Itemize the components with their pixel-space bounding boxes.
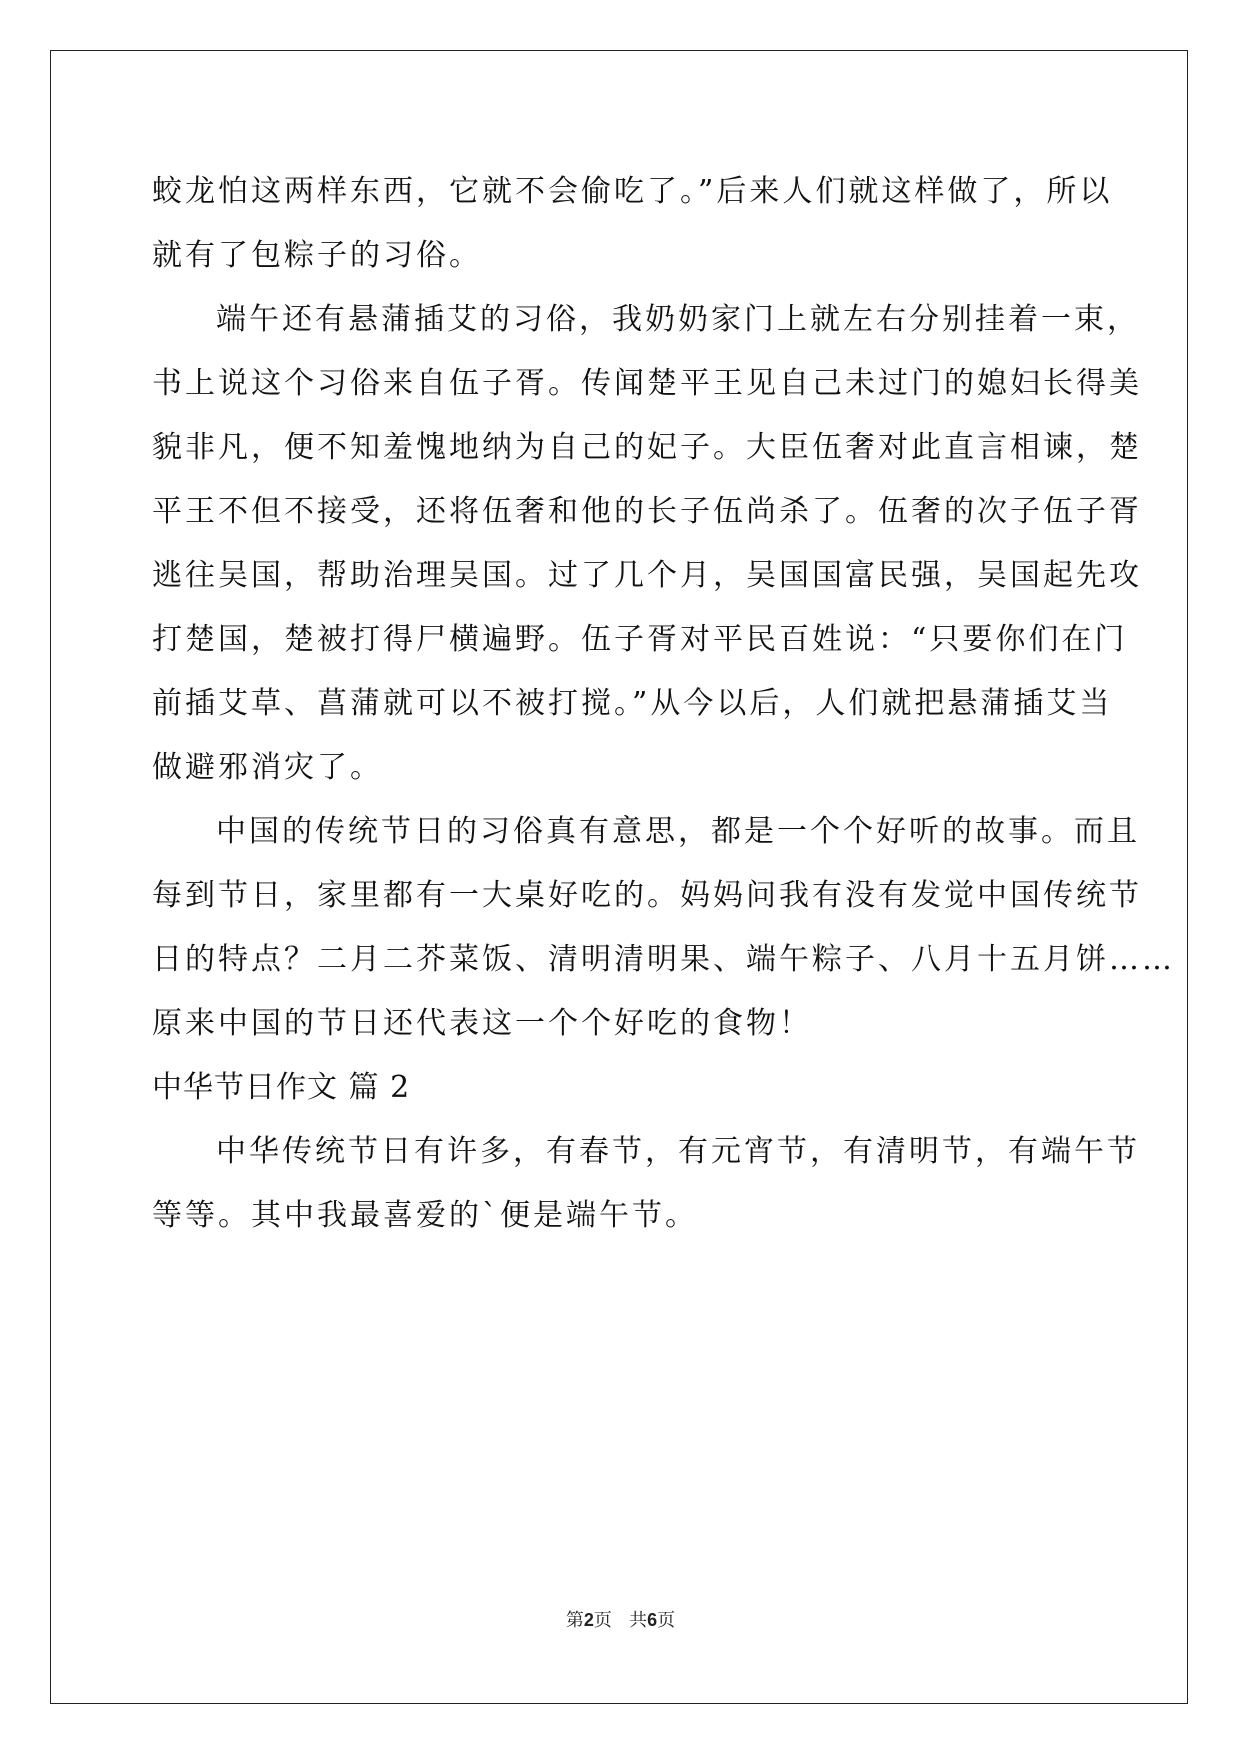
text-line: 打楚国，楚被打得尸横遍野。伍子胥对平民百姓说：“只要你们在门 — [152, 622, 1128, 657]
text-line: 日的特点？二月二芥菜饭、清明清明果、端午粽子、八月十五月饼…… — [152, 942, 1175, 977]
total-suffix: 页 — [657, 1610, 676, 1631]
text-line: 做避邪消灾了。 — [152, 750, 383, 785]
total-pages: 6 — [647, 1610, 658, 1630]
text-line: 书上说这个习俗来自伍子胥。传闻楚平王见自己未过门的媳妇长得美 — [152, 366, 1142, 401]
paragraph-start: 中国的传统节日的习俗真有意思，都是一个个好听的故事。而且 — [216, 814, 1140, 849]
text-line: 前插艾草、菖蒲就可以不被打搅。”从今以后，人们就把悬蒲插艾当 — [152, 686, 1113, 721]
page-footer — [0, 1606, 1241, 1632]
total-prefix: 共 — [629, 1610, 648, 1631]
text-line: 就有了包粽子的习俗。 — [152, 238, 482, 273]
paragraph-start: 端午还有悬蒲插艾的习俗，我奶奶家门上就左右分别挂着一束， — [216, 302, 1140, 337]
text-line: 平王不但不接受，还将伍奢和他的长子伍尚杀了。伍奢的次子伍子胥 — [152, 494, 1142, 529]
page-prefix: 第 — [565, 1610, 584, 1631]
section-heading: 中华节日作文 篇 2 — [152, 1070, 411, 1105]
text-line: 原来中国的节日还代表这一个个好吃的食物！ — [152, 1006, 812, 1041]
page-number: 2 — [583, 1610, 594, 1630]
text-line: 等等。其中我最喜爱的`便是端午节。 — [152, 1198, 698, 1233]
page-suffix: 页 — [593, 1610, 612, 1631]
text-line: 貌非凡，便不知羞愧地纳为自己的妃子。大臣伍奢对此直言相谏，楚 — [152, 430, 1142, 465]
paragraph-start: 中华传统节日有许多，有春节，有元宵节，有清明节，有端午节 — [216, 1134, 1140, 1169]
text-line: 每到节日，家里都有一大桌好吃的。妈妈问我有没有发觉中国传统节 — [152, 878, 1142, 913]
text-line: 蛟龙怕这两样东西，它就不会偷吃了。”后来人们就这样做了，所以 — [152, 174, 1113, 209]
document-body — [152, 160, 1175, 1248]
text-line: 逃往吴国，帮助治理吴国。过了几个月，吴国国富民强，吴国起先攻 — [152, 558, 1142, 593]
